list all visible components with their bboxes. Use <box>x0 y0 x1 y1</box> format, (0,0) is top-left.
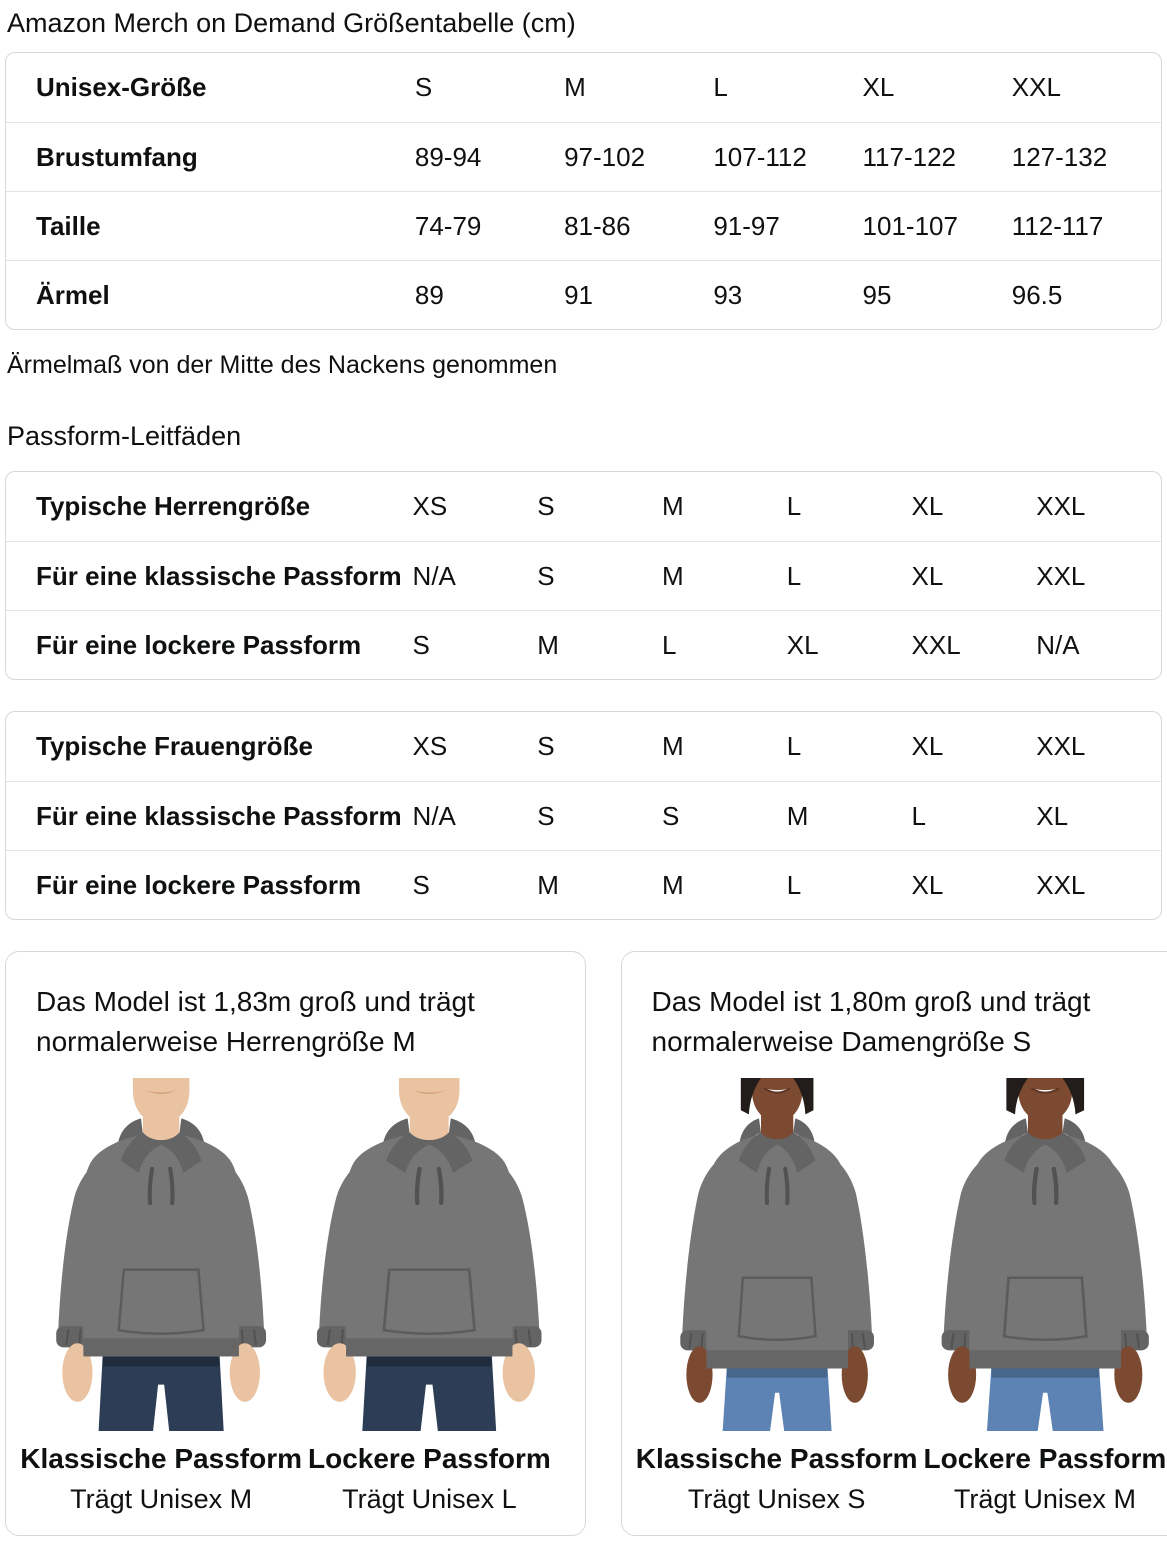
size-col-header: XXL <box>1011 72 1061 102</box>
size-col-header: XS <box>412 491 448 521</box>
cell-value: N/A <box>412 800 456 831</box>
table-header-row <box>6 712 1161 781</box>
cell-value: 117-122 <box>862 141 957 172</box>
cell-value: S <box>662 800 680 831</box>
row-label: Typische Herrengröße <box>36 491 311 521</box>
womens-fit-table <box>5 711 1162 920</box>
size-col-header: S <box>537 491 555 521</box>
unisex-size-table <box>5 52 1162 330</box>
row-label: Für eine klassische Passform <box>36 560 402 591</box>
cell-value: XL <box>911 869 944 900</box>
cell-value: N/A <box>1036 629 1080 660</box>
table-row-loose-fit <box>6 850 1161 919</box>
cell-value: 74-79 <box>414 210 482 241</box>
male-model-classic-fit-photo <box>30 1078 292 1431</box>
size-col-header: S <box>414 72 433 102</box>
cell-value: XXL <box>1036 869 1086 900</box>
table-row-loose-fit <box>6 610 1161 679</box>
cell-value: M <box>786 800 809 831</box>
table-row-waist <box>6 191 1161 260</box>
cell-value: 81-86 <box>564 210 631 241</box>
cell-value: 101-107 <box>862 210 958 241</box>
page-title: Amazon Merch on Demand Größentabelle (cm) <box>7 8 576 38</box>
cell-value: S <box>412 629 430 660</box>
model-cards-row <box>5 951 1167 1536</box>
wears-label: Trägt Unisex M <box>70 1484 253 1515</box>
sleeve-measure-footnote: Ärmelmaß von der Mitte des Nackens genommen <box>7 351 558 379</box>
size-col-header: M <box>662 491 684 521</box>
cell-value: 127-132 <box>1011 141 1108 172</box>
table-row-chest <box>6 122 1161 191</box>
size-col-header: L <box>713 72 728 102</box>
row-label: Typische Frauengröße <box>36 731 313 761</box>
cell-value: 89-94 <box>414 141 482 172</box>
table-header-row <box>6 472 1161 541</box>
table-row-classic-fit <box>6 541 1161 610</box>
cell-value: 91 <box>564 279 593 310</box>
fit-guides-heading: Passform-Leitfäden <box>7 421 242 451</box>
row-label: Für eine klassische Passform <box>36 800 402 831</box>
wears-label: Trägt Unisex L <box>342 1484 517 1515</box>
cell-value: N/A <box>412 560 456 591</box>
cell-value: XL <box>786 629 819 660</box>
cell-value: S <box>537 560 555 591</box>
cell-value: M <box>662 560 684 591</box>
size-col-header: XXL <box>1036 731 1086 761</box>
cell-value: XL <box>911 560 944 591</box>
mens-fit-table <box>5 471 1162 680</box>
figure-classic-fit <box>635 1078 918 1515</box>
cell-value: L <box>786 560 802 591</box>
row-label: Ärmel <box>36 279 110 310</box>
cell-value: M <box>537 869 559 900</box>
female-model-loose-fit-photo <box>914 1078 1167 1431</box>
cell-value: 97-102 <box>564 141 646 172</box>
size-col-header: L <box>786 491 802 521</box>
model-figures <box>20 1078 561 1515</box>
cell-value: 89 <box>414 279 444 310</box>
cell-value: 107-112 <box>713 141 807 172</box>
size-col-header: XL <box>862 72 895 102</box>
female-model-classic-fit-photo <box>646 1078 908 1431</box>
fit-label: Lockere Passform <box>308 1443 551 1475</box>
cell-value: L <box>911 800 926 831</box>
cell-value: XXL <box>911 629 961 660</box>
figure-classic-fit <box>20 1078 302 1515</box>
cell-value: 95 <box>862 279 892 310</box>
model-caption: Das Model ist 1,80m groß und trägt normalerweise Damengröße S <box>651 986 1091 1058</box>
size-col-header: S <box>537 731 555 761</box>
cell-value: XXL <box>1036 560 1086 591</box>
cell-value: S <box>537 800 555 831</box>
cell-value: L <box>662 629 677 660</box>
figure-loose-fit <box>298 1078 560 1515</box>
model-figures <box>635 1078 1167 1515</box>
table-row-sleeve <box>6 260 1161 329</box>
cell-value: M <box>662 869 684 900</box>
size-col-header: XL <box>911 731 944 761</box>
cell-value: 96.5 <box>1011 279 1063 310</box>
table-header-row <box>6 53 1161 122</box>
cell-value: 93 <box>713 279 743 310</box>
cell-value: 91-97 <box>713 210 780 241</box>
size-col-header: XXL <box>1036 491 1086 521</box>
row-label: Brustumfang <box>36 141 198 172</box>
fit-label: Lockere Passform <box>923 1443 1167 1475</box>
male-model-loose-fit-photo <box>298 1078 560 1431</box>
cell-value: XL <box>1036 800 1069 831</box>
table-row-classic-fit <box>6 781 1161 850</box>
wears-label: Trägt Unisex M <box>953 1484 1136 1515</box>
female-model-card <box>621 951 1167 1536</box>
row-label: Für eine lockere Passform <box>36 629 362 660</box>
male-model-card <box>5 951 586 1536</box>
cell-value: L <box>786 869 802 900</box>
figure-loose-fit <box>914 1078 1167 1515</box>
model-caption: Das Model ist 1,83m groß und trägt normalerweise Herrengröße M <box>36 986 475 1058</box>
wears-label: Trägt Unisex S <box>687 1484 866 1515</box>
cell-value: 112-117 <box>1011 210 1104 241</box>
row-label: Taille <box>36 210 101 241</box>
cell-value: S <box>412 869 430 900</box>
row-label: Unisex-Größe <box>36 72 207 102</box>
size-col-header: M <box>662 731 684 761</box>
size-col-header: L <box>786 731 802 761</box>
cell-value: M <box>537 629 559 660</box>
size-col-header: XS <box>412 731 448 761</box>
size-col-header: XL <box>911 491 944 521</box>
size-col-header: M <box>564 72 586 102</box>
fit-label: Klassische Passform <box>20 1443 302 1475</box>
fit-label: Klassische Passform <box>635 1443 918 1475</box>
row-label: Für eine lockere Passform <box>36 869 362 900</box>
